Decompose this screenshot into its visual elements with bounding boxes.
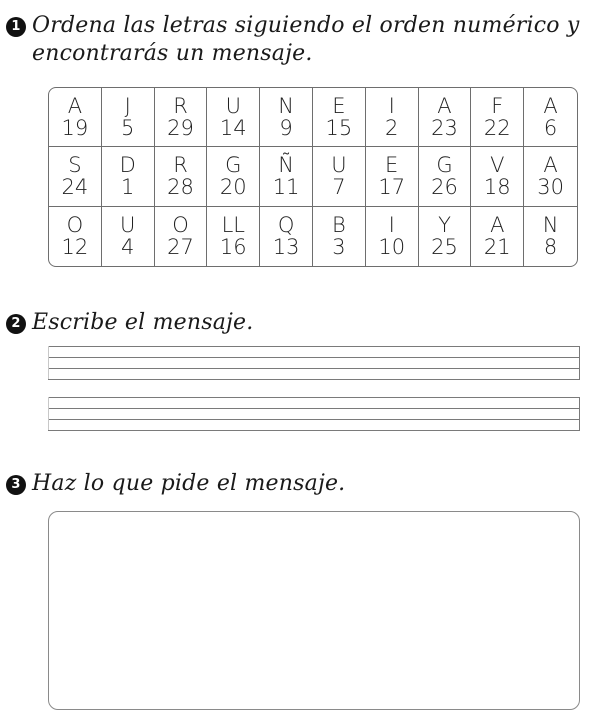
- cell-letter: O: [66, 213, 84, 238]
- cell-letter: A: [437, 94, 452, 119]
- cell-number: 2: [385, 116, 399, 141]
- letter-cell: [207, 88, 260, 147]
- cell-letter: Ñ: [278, 153, 294, 178]
- letter-cell: [366, 88, 419, 147]
- exercise-2-number-badge: 2: [6, 314, 26, 334]
- cell-letter: J: [124, 94, 131, 119]
- cell-number: 7: [332, 175, 346, 200]
- cell-number: 8: [543, 235, 558, 260]
- cell-number: 13: [272, 235, 300, 260]
- letter-number-table: [48, 87, 578, 267]
- letter-cell: [419, 147, 472, 206]
- letter-cell: [471, 88, 524, 147]
- letter-cell: [313, 147, 366, 206]
- letter-cell: [313, 207, 366, 266]
- cell-number: 27: [167, 235, 194, 260]
- cell-letter: Q: [277, 213, 295, 238]
- cell-letter: S: [68, 153, 82, 178]
- cell-letter: U: [331, 153, 347, 178]
- cell-letter: U: [225, 94, 241, 119]
- letter-cell: [155, 147, 208, 206]
- letter-cell: [471, 147, 524, 206]
- cell-letter: E: [332, 94, 346, 119]
- cell-letter: G: [225, 153, 242, 178]
- letter-cell: [260, 207, 313, 266]
- cell-letter: E: [385, 153, 399, 178]
- exercise-2-text: Escribe el mensaje.: [32, 310, 254, 335]
- cell-number: 4: [121, 235, 135, 260]
- cell-letter: A: [67, 94, 83, 119]
- exercise-3-number-badge: 3: [6, 475, 26, 495]
- letter-cell: [419, 88, 472, 147]
- cell-letter: R: [173, 94, 188, 119]
- cell-number: 16: [219, 235, 247, 260]
- cell-number: 18: [483, 175, 511, 200]
- letter-cell: [49, 207, 102, 266]
- letter-cell: [207, 147, 260, 206]
- cell-number: 11: [272, 175, 300, 200]
- letter-cell: [207, 207, 260, 266]
- cell-letter: O: [172, 213, 189, 238]
- cell-letter: N: [278, 94, 294, 119]
- letter-cell: [366, 207, 419, 266]
- cell-number: 30: [537, 175, 564, 200]
- cell-number: 22: [483, 116, 511, 141]
- letter-cell: [49, 147, 102, 206]
- cell-number: 23: [431, 116, 458, 141]
- cell-number: 12: [61, 235, 89, 260]
- letter-cell: [102, 88, 155, 147]
- exercise-1-number-badge: 1: [6, 17, 26, 37]
- cell-number: 14: [219, 116, 247, 141]
- cell-number: 3: [332, 235, 346, 260]
- cell-letter: V: [490, 153, 505, 178]
- cell-number: 1: [121, 175, 135, 200]
- writing-lines-1[interactable]: [48, 346, 580, 379]
- writing-lines-2[interactable]: [48, 397, 580, 430]
- cell-letter: A: [543, 94, 558, 119]
- cell-number: 29: [167, 116, 194, 141]
- cell-number: 24: [61, 175, 89, 200]
- cell-number: 21: [483, 235, 511, 260]
- exercise-3-instruction: [6, 470, 345, 498]
- cell-number: 9: [279, 116, 293, 141]
- cell-letter: N: [542, 213, 559, 238]
- cell-letter: I: [388, 94, 395, 119]
- cell-number: 6: [543, 116, 558, 141]
- cell-number: 10: [378, 235, 406, 260]
- exercise-2-instruction: [6, 309, 253, 337]
- cell-letter: G: [436, 153, 453, 178]
- letter-cell: [260, 147, 313, 206]
- cell-letter: B: [332, 213, 346, 238]
- letter-cell: [419, 207, 472, 266]
- exercise-1-text-line1: Ordena las letras siguiendo el orden numérico y: [32, 13, 580, 38]
- exercise-1-text-line2: encontrarás un mensaje.: [32, 41, 313, 66]
- letter-cell: [102, 147, 155, 206]
- cell-number: 15: [325, 116, 353, 141]
- answer-box[interactable]: [48, 511, 580, 710]
- exercise-1-instruction: [6, 12, 586, 68]
- cell-letter: R: [173, 153, 188, 178]
- letter-cell: [524, 147, 577, 206]
- cell-number: 5: [121, 116, 135, 141]
- letter-cell: [313, 88, 366, 147]
- letter-cell: [155, 207, 208, 266]
- cell-letter: D: [119, 153, 136, 178]
- letter-cell: [524, 88, 577, 147]
- cell-letter: A: [543, 153, 558, 178]
- letter-cell: [260, 88, 313, 147]
- cell-letter: A: [490, 213, 505, 238]
- exercise-3-text: Haz lo que pide el mensaje.: [32, 471, 346, 496]
- cell-letter: LL: [221, 213, 245, 238]
- cell-number: 17: [378, 175, 406, 200]
- cell-number: 20: [219, 175, 247, 200]
- letter-cell: [366, 147, 419, 206]
- letter-cell: [102, 207, 155, 266]
- letter-cell: [471, 207, 524, 266]
- cell-number: 19: [61, 116, 89, 141]
- cell-letter: U: [120, 213, 136, 238]
- letter-cell: [49, 88, 102, 147]
- cell-letter: F: [491, 94, 504, 119]
- cell-number: 25: [431, 235, 458, 260]
- cell-number: 28: [167, 175, 194, 200]
- cell-letter: Y: [438, 213, 451, 238]
- letter-cell: [155, 88, 208, 147]
- cell-number: 26: [431, 175, 458, 200]
- cell-letter: I: [388, 213, 395, 238]
- letter-cell: [524, 207, 577, 266]
